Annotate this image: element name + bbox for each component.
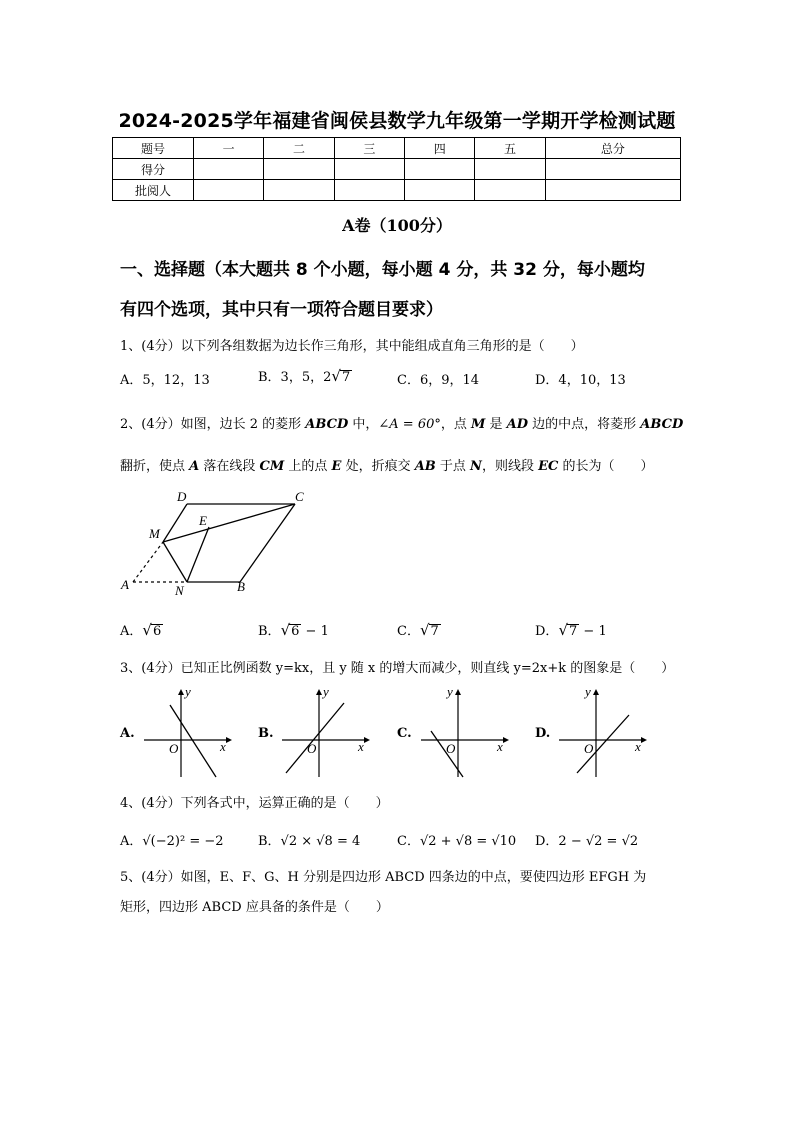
q2-text: 2、(4分）如图，边长 2 的菱形 [120,417,306,432]
q2-option-c[interactable] [397,620,441,639]
axis-label-y: y [447,685,453,699]
q2-symbol: AD [506,417,529,432]
q3-graph-a [140,685,235,780]
y-arrow-icon [316,689,322,695]
q2-text: ，点 [440,417,471,432]
radicand: 7 [569,624,578,639]
q3-option-a-label[interactable]: A. [120,726,135,741]
q2-text: 边的中点，将菱形 [528,417,641,432]
axis-label-y: y [323,685,329,699]
q2-symbol: AB [414,459,436,474]
table-cell[interactable] [545,180,680,201]
origin-label: O [169,741,179,756]
q1-option-b[interactable] [258,366,352,385]
paper-subtitle: A卷（100分） [342,216,452,235]
origin-label: O [307,741,317,756]
q3-option-c-label[interactable]: C. [397,726,412,741]
table-cell[interactable] [194,180,264,201]
table-cell[interactable] [405,180,475,201]
origin-label: O [584,741,594,756]
q2-option-d[interactable] [535,620,607,639]
sqrt-sign: √ [558,621,568,639]
q1-stem: 1、(4分）以下列各组数据为边长作三角形，其中能组成直角三角形的是（ ） [120,339,584,354]
label-n: N [175,583,184,598]
q2-symbol: ABCD [305,417,349,432]
y-arrow-icon [593,689,599,695]
table-cell[interactable] [264,180,334,201]
axis-label-x: x [635,739,641,754]
q2-option-b[interactable] [258,620,329,639]
q4-option-d[interactable]: D．2 − √2 = √2 [535,834,639,849]
label-c: C [295,489,304,504]
table-row [113,180,681,201]
radicand: 6 [291,624,300,639]
option-label: A． [120,624,143,639]
table-cell: 得分 [113,159,194,180]
table-cell: 批阅人 [113,180,194,201]
origin-label: O [446,741,456,756]
q3-graph-d [555,685,650,780]
q3-option-b-label[interactable]: B. [258,726,274,741]
table-cell[interactable] [334,159,404,180]
q4-stem: 4、(4分）下列各式中，运算正确的是（ ） [120,796,389,811]
q2-symbol: A [189,459,200,474]
q2-angle: ∠A = 60° [378,417,441,432]
sqrt-sign: √ [280,621,291,639]
q2-text: 于点 [435,459,471,474]
table-cell: 总分 [545,138,680,159]
q4-option-a[interactable]: A．√(−2)² = −2 [120,834,224,849]
segment-en [187,527,209,582]
y-arrow-icon [455,689,461,695]
table-cell[interactable] [194,159,264,180]
sqrt-sign: √ [331,367,341,385]
q2-text: 处，折痕交 [341,459,415,474]
label-b: B [237,579,245,594]
sqrt-sign: √ [142,621,152,639]
q4-option-c[interactable]: C．√2 + √8 = √10 [397,834,517,849]
q2-text: 中， [348,417,379,432]
crease-mn [163,542,187,582]
q3-option-d-label[interactable]: D. [535,726,551,741]
q2-stem-line1 [120,413,683,432]
table-cell[interactable] [475,159,545,180]
x-arrow-icon [503,737,509,743]
q1-option-b-prefix: B．3，5，2 [258,370,332,385]
table-cell: 二 [264,138,334,159]
table-cell: 五 [475,138,545,159]
line-graph [286,703,344,773]
x-arrow-icon [364,737,370,743]
q2-symbol: EC [538,459,559,474]
q2-text: 的长为（ ） [558,459,654,474]
option-label: D． [535,624,559,639]
q2-symbol: N [470,459,482,474]
section-heading-line1: 一、选择题（本大题共 8 个小题，每小题 4 分，共 32 分，每小题均 [120,260,645,280]
radicand: 7 [430,624,439,639]
sqrt-sign: √ [419,621,430,639]
y-arrow-icon [178,689,184,695]
q5-stem-line1: 5、(4分）如图，E、F、G、H 分别是四边形 ABCD 四条边的中点，要使四边形 EFGH 为 [120,870,647,885]
q2-text: ，则线段 [481,459,539,474]
q5-stem-line2: 矩形，四边形 ABCD 应具备的条件是（ ） [120,900,389,915]
table-cell[interactable] [405,159,475,180]
x-arrow-icon [641,737,647,743]
table-cell[interactable] [264,159,334,180]
option-label: C． [397,624,420,639]
table-cell[interactable] [475,180,545,201]
q2-stem-line2 [120,455,653,474]
q2-text: 是 [485,417,507,432]
radicand: 6 [152,624,162,639]
table-cell[interactable] [545,159,680,180]
q1-option-d[interactable]: D．4，10，13 [535,373,626,388]
table-row [113,138,681,159]
page-title: 2024-2025学年福建省闽侯县数学九年级第一学期开学检测试题 [118,110,676,132]
q1-option-b-radicand: 7 [341,370,351,385]
side-cb [240,504,295,582]
q3-graph-c [417,685,512,780]
table-cell: 四 [405,138,475,159]
x-arrow-icon [226,737,232,743]
table-cell: 三 [334,138,404,159]
axis-label-y: y [585,685,591,699]
label-m: M [149,526,160,541]
table-cell[interactable] [334,180,404,201]
q3-graph-b [278,685,373,780]
label-a: A [121,577,129,592]
option-suffix: − 1 [301,624,329,639]
q3-stem: 3、(4分）已知正比例函数 y=kx，且 y 随 x 的增大而减少，则直线 y=2x+k 的图象是（ ） [120,661,675,676]
q1-option-a[interactable]: A．5，12，13 [120,373,210,388]
table-cell: 题号 [113,138,194,159]
table-cell: 一 [194,138,264,159]
q1-option-c[interactable]: C．6，9，14 [397,373,480,388]
axis-label-x: x [358,739,364,754]
q2-text: 上的点 [284,459,332,474]
q2-symbol: ABCD [640,417,684,432]
fold-line-am [133,542,163,582]
q2-rhombus-figure [115,485,315,600]
q2-option-a[interactable] [120,620,163,639]
axis-label-y: y [185,685,191,699]
q4-option-b[interactable]: B．√2 × √8 = 4 [258,834,361,849]
q2-text: 翻折，使点 [120,459,190,474]
label-e: E [199,513,207,528]
table-row [113,159,681,180]
axis-label-x: x [497,739,503,754]
q2-symbol: E [331,459,342,474]
q2-text: 落在线段 [199,459,260,474]
q2-symbol: CM [259,459,285,474]
q2-symbol: M [471,417,486,432]
option-label: B． [258,624,281,639]
label-d: D [177,489,187,504]
section-heading-line2: 有四个选项，其中只有一项符合题目要求） [120,300,443,320]
score-table [112,137,681,201]
option-suffix: − 1 [579,624,607,639]
axis-label-x: x [220,739,226,754]
